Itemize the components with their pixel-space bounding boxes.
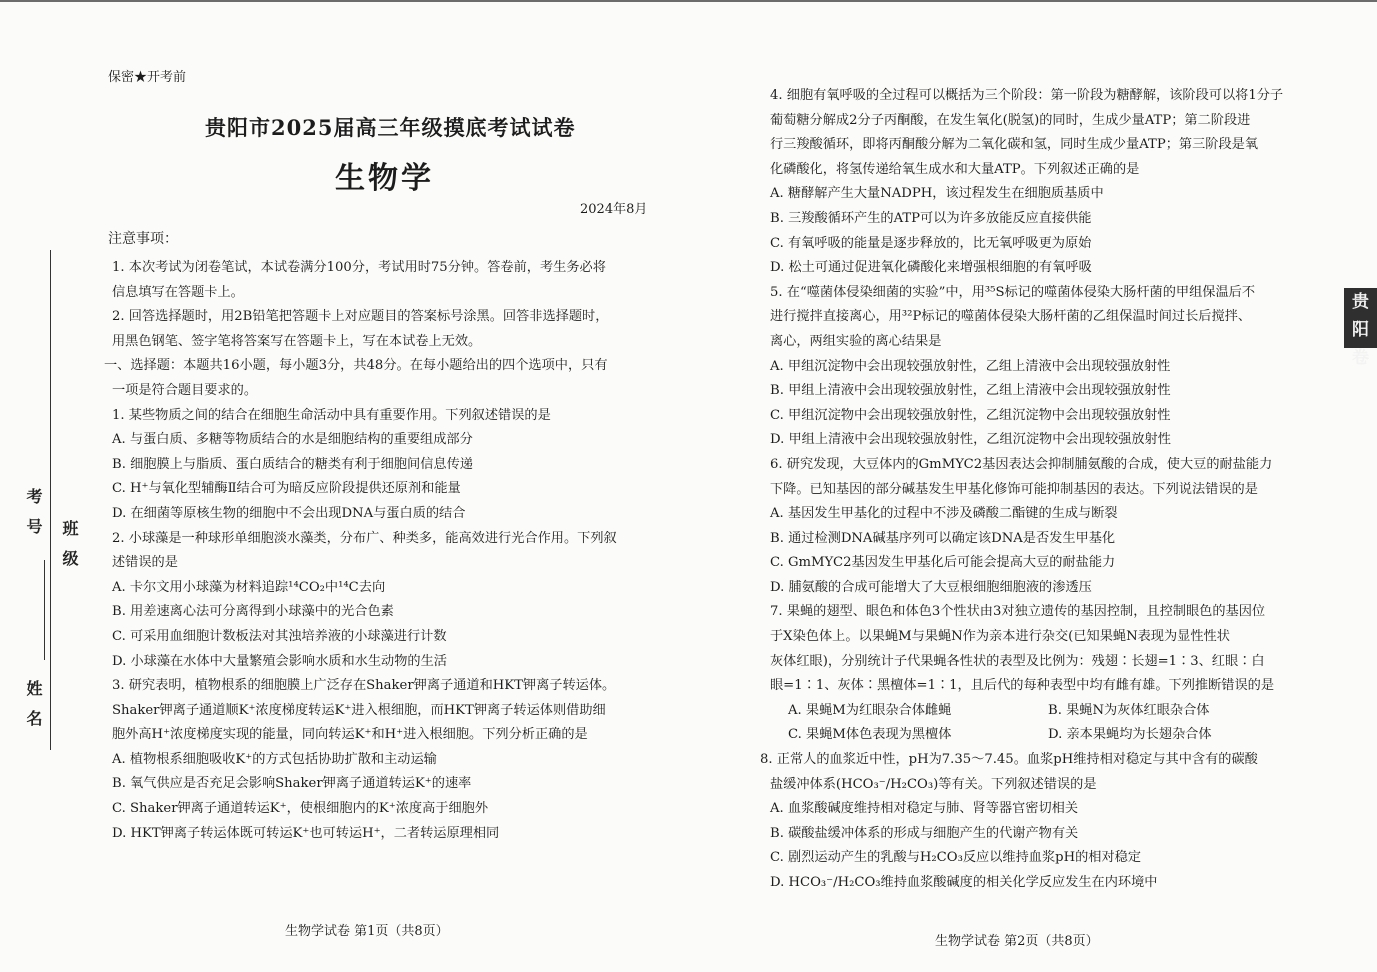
class-label: 班级 [60, 520, 79, 580]
text-line: D. 脯氨酸的合成可能增大了大豆根细胞细胞液的渗透压 [770, 579, 1092, 595]
exam-no-label: 考号 [24, 488, 43, 548]
binding-line [50, 250, 51, 750]
text-line: D. HKT钾离子转运体既可转运K⁺也可转运H⁺，二者转运原理相同 [112, 825, 500, 841]
text-line: 4. 细胞有氧呼吸的全过程可以概括为三个阶段：第一阶段为糖酵解，该阶段可以将1分子 [770, 88, 1284, 103]
text-line: 化磷酸化，将氢传递给氧生成水和大量ATP。下列叙述正确的是 [770, 161, 1140, 177]
q7-option-a: A. 果蝇M为红眼杂合体雌蝇 [788, 702, 952, 718]
notes-heading: 注意事项： [108, 231, 178, 247]
text-line: 用黑色钢笔、签字笔将答案写在答题卡上，写在本试卷上无效。 [112, 333, 482, 349]
text-line: 信息填写在答题卡上。 [112, 284, 244, 300]
text-line: B. 碳酸盐缓冲体系的形成与细胞产生的代谢产物有关 [770, 825, 1079, 841]
text-line: B. 通过检测DNA碱基序列可以确定该DNA是否发生甲基化 [770, 530, 1116, 546]
text-line: C. 可采用血细胞计数板法对其浊培养液的小球藻进行计数 [112, 628, 447, 644]
text-line: 述错误的是 [112, 555, 178, 571]
name-blank-line [44, 560, 45, 660]
text-line: D. HCO₃⁻/H₂CO₃维持血浆酸碱度的相关化学反应发生在内环境中 [770, 875, 1158, 890]
text-line: 行三羧酸循环，即将丙酮酸分解为二氧化碳和氢，同时生成少量ATP；第三阶段是氧 [770, 137, 1259, 153]
footer-right: 生物学试卷 第2页（共8页） [935, 934, 1099, 949]
text-line: B. 三羧酸循环产生的ATP可以为许多放能反应直接供能 [770, 210, 1092, 226]
text-line: 1. 本次考试为闭卷笔试，本试卷满分100分，考试用时75分钟。答卷前，考生务必将 [112, 260, 606, 275]
text-line: D. 小球藻在水体中大量繁殖会影响水质和水生动物的生活 [112, 653, 447, 669]
text-line: 7. 果蝇的翅型、眼色和体色3个性状由3对独立遗传的基因控制，且控制眼色的基因位 [770, 604, 1266, 620]
text-line: B. 甲组上清液中会出现较强放射性，乙组上清液中会出现较强放射性 [770, 383, 1171, 399]
name-label: 姓名 [24, 680, 43, 740]
text-line: C. 甲组沉淀物中会出现较强放射性，乙组沉淀物中会出现较强放射性 [770, 407, 1171, 423]
text-line: A. 植物根系细胞吸收K⁺的方式包括协助扩散和主动运输 [112, 751, 437, 767]
text-line: A. 与蛋白质、多糖等物质结合的水是细胞结构的重要组成部分 [112, 432, 473, 448]
footer-left: 生物学试卷 第1页（共8页） [285, 924, 449, 939]
text-line: C. GmMYC2基因发生甲基化后可能会提高大豆的耐盐能力 [770, 555, 1116, 571]
text-line: C. 剧烈运动产生的乳酸与H₂CO₃反应以维持血浆pH的相对稳定 [770, 850, 1142, 866]
q7-option-c: C. 果蝇M体色表现为黑檀体 [788, 727, 952, 743]
text-line: 胞外高H⁺浓度梯度实现的能量，同向转运K⁺和H⁺进入根细胞。下列分析正确的是 [112, 727, 588, 743]
text-line: A. 糖酵解产生大量NADPH，该过程发生在细胞质基质中 [770, 186, 1104, 202]
text-line: 1. 某些物质之间的结合在细胞生命活动中具有重要作用。下列叙述错误的是 [112, 407, 551, 423]
text-line: D. 在细菌等原核生物的细胞中不会出现DNA与蛋白质的结合 [112, 505, 466, 521]
text-line: 8. 正常人的血浆近中性，pH为7.35～7.45。血浆pH维持相对稳定与其中含有的碳酸 [760, 752, 1258, 768]
secret-mark: 保密★开考前 [108, 70, 187, 85]
text-line: 6. 研究发现，大豆体内的GmMYC2基因表达会抑制脯氨酸的合成，使大豆的耐盐能力 [770, 456, 1273, 472]
text-line: D. 甲组上清液中会出现较强放射性，乙组沉淀物中会出现较强放射性 [770, 432, 1171, 448]
text-line: 盐缓冲体系(HCO₃⁻/H₂CO₃)等有关。下列叙述错误的是 [770, 776, 1097, 792]
text-line: A. 基因发生甲基化的过程中不涉及磷酸二酯键的生成与断裂 [770, 506, 1118, 522]
text-line: 于X染色体上。以果蝇M与果蝇N作为亲本进行杂交(已知果蝇N表现为显性性状 [770, 629, 1230, 645]
text-line: 眼=1∶1、灰体∶黑檀体=1∶1，且后代的每种表型中均有雌有雄。下列推断错误的是 [770, 678, 1275, 694]
q7-option-b: B. 果蝇N为灰体红眼杂合体 [1048, 702, 1210, 718]
text-line: C. H⁺与氧化型辅酶Ⅱ结合可为暗反应阶段提供还原剂和能量 [112, 481, 461, 497]
text-line: Shaker钾离子通道顺K⁺浓度梯度转运K⁺进入根细胞，而HKT钾离子转运体则借助细 [112, 702, 606, 718]
text-line: B. 氧气供应是否充足会影响Shaker钾离子通道转运K⁺的速率 [112, 776, 472, 792]
text-line: C. Shaker钾离子通道转运K⁺，使根细胞内的K⁺浓度高于细胞外 [112, 801, 489, 817]
subject-title: 生物学 [335, 161, 434, 196]
text-line: 一、选择题：本题共16小题，每小题3分，共48分。在每小题给出的四个选项中，只有 [104, 358, 608, 374]
q7-options-row2 [770, 723, 1283, 748]
text-line: A. 甲组沉淀物中会出现较强放射性，乙组上清液中会出现较强放射性 [770, 358, 1171, 374]
text-line: 一项是符合题目要求的。 [112, 382, 258, 398]
text-line: 3. 研究表明，植物根系的细胞膜上广泛存在Shaker钾离子通道和HKT钾离子转运体。 [112, 678, 616, 694]
text-line: 葡萄糖分解成2分子丙酮酸，在发生氧化(脱氢)的同时，生成少量ATP；第二阶段进 [770, 112, 1251, 128]
q7-option-d: D. 亲本果蝇均为长翅杂合体 [1048, 727, 1212, 743]
text-line: 5. 在“噬菌体侵染细菌的实验”中，用³⁵S标记的噬菌体侵染大肠杆菌的甲组保温后不 [770, 284, 1256, 300]
text-line: 离心，两组实验的离心结果是 [770, 333, 942, 349]
text-line: A. 血浆酸碱度维持相对稳定与肺、肾等器官密切相关 [770, 801, 1079, 817]
text-line: 进行搅拌直接离心，用³²P标记的噬菌体侵染大肠杆菌的乙组保温时间过长后搅拌、 [770, 309, 1252, 325]
text-line: 下降。已知基因的部分碱基发生甲基化修饰可能抑制基因的表达。下列说法错误的是 [770, 481, 1258, 497]
side-tab: 贵阳卷 [1344, 288, 1377, 348]
q7-options-row1 [770, 699, 1283, 724]
right-column [760, 84, 1284, 896]
top-edge-line [0, 0, 1377, 2]
text-line: 2. 回答选择题时，用2B铅笔把答题卡上对应题目的答案标号涂黑。回答非选择题时， [112, 309, 609, 325]
text-line: B. 用差速离心法可分离得到小球藻中的光合色素 [112, 604, 394, 620]
exam-date: 2024年8月 [580, 202, 648, 217]
exam-title: 贵阳市2025届高三年级摸底考试试卷 [205, 115, 576, 140]
text-line: B. 细胞膜上与脂质、蛋白质结合的糖类有利于细胞间信息传递 [112, 456, 473, 472]
text-line: A. 卡尔文用小球藻为材料追踪¹⁴CO₂中¹⁴C去向 [112, 579, 386, 595]
text-line: 灰体红眼)，分别统计子代果蝇各性状的表型及比例为：残翅∶长翅=1∶3、红眼∶白 [770, 653, 1265, 669]
left-column [104, 256, 617, 846]
text-line: D. 松土可通过促进氧化磷酸化来增强根细胞的有氧呼吸 [770, 260, 1092, 276]
text-line: C. 有氧呼吸的能量是逐步释放的，比无氧呼吸更为原始 [770, 235, 1092, 251]
text-line: 2. 小球藻是一种球形单细胞淡水藻类，分布广、种类多，能高效进行光合作用。下列叙 [112, 530, 617, 546]
